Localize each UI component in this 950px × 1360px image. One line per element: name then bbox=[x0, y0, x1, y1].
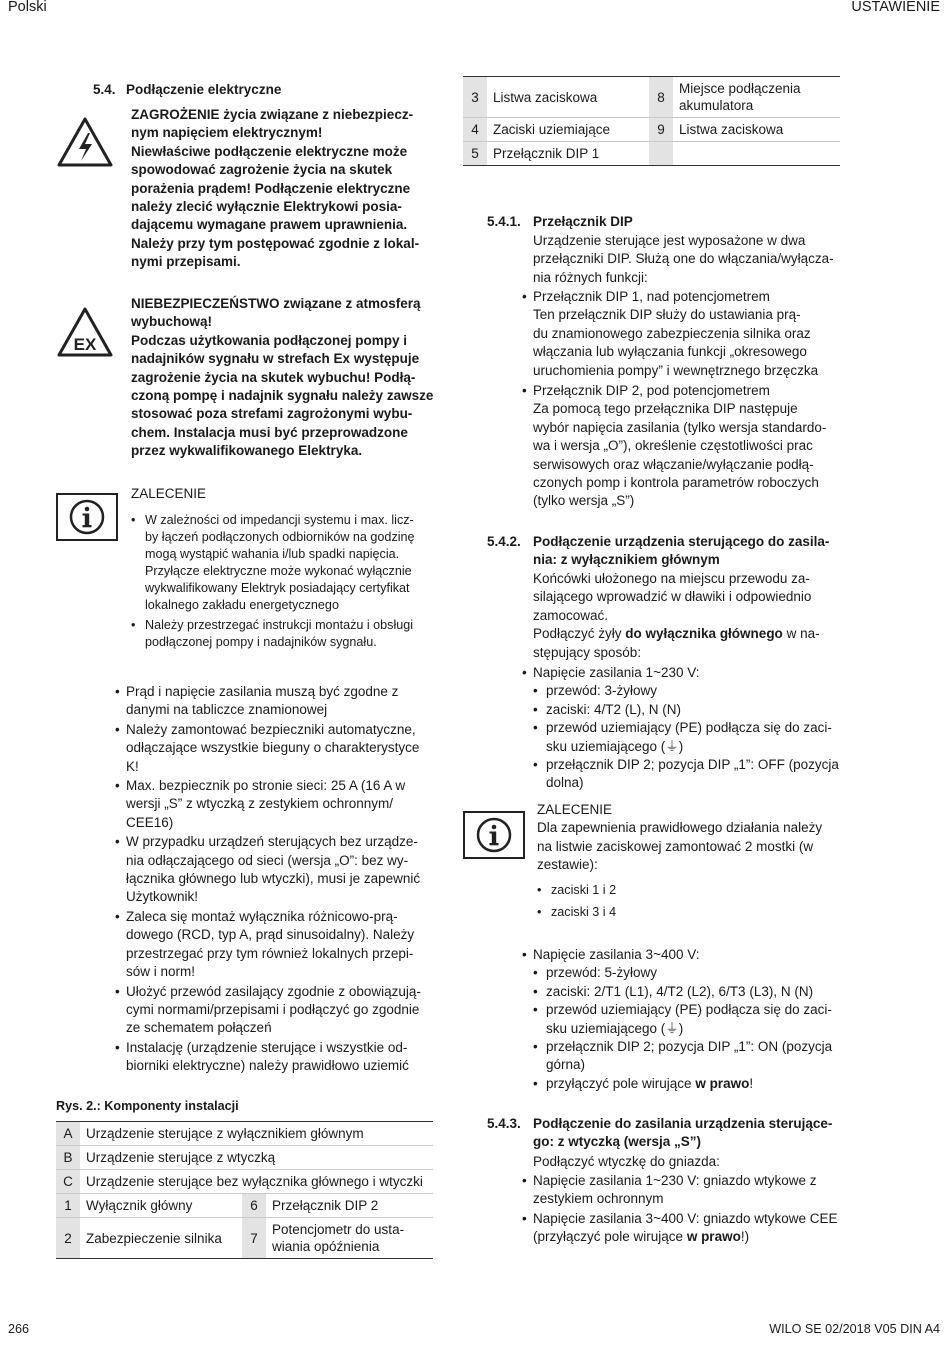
list-item: • Instalację (urządzenie sterujące i wszystkie od- biorniki elektryczne) należy prawidłowo uziemić bbox=[115, 1039, 440, 1076]
table-row: 3 Listwa zaciskowa 8 Miejsce podłączenia akumulatora bbox=[463, 77, 840, 118]
list-item: • Napięcie zasilania 3~400 V: • przewód: 5-żyłowy • zaciski: 2/T1 (L1), 4/T2 (L2), 6/T3 (L3), N (N) • przewód uziemiający (PE) podłącza się do zaci- sku uziemiającego (⏚) • przełącznik DIP 2; pozycja DIP „1”: ON (pozycja górna) • przyłączyć pole wirujące w prawo! bbox=[522, 946, 847, 1093]
header-section: USTAWIENIE bbox=[851, 0, 940, 15]
footer-page-number: 266 bbox=[8, 1322, 30, 1336]
list-item: • Ułożyć przewód zasilający zgodnie z obowiązują- cymi normami/przepisami i podłączyć go zgodnie ze schematem połączeń bbox=[115, 983, 440, 1038]
list-item: • przewód uziemiający (PE) podłącza się do zaci- sku uziemiającego (⏚) bbox=[533, 719, 842, 756]
list-item: • przełącznik DIP 2; pozycja DIP „1”: OFF (pozycja dolna) bbox=[533, 756, 842, 793]
list-item: • Napięcie zasilania 3~400 V: gniazdo wtykowe CEE (przyłączyć pole wirujące w prawo!) bbox=[522, 1210, 847, 1247]
section-541-intro: Urządzenie sterujące jest wyposażone w dwa przełączniki DIP. Służą one do włączania/wyłącza- nia różnych funkcji: bbox=[533, 233, 834, 285]
header-language: Polski bbox=[8, 0, 47, 15]
supply-3phase-list bbox=[522, 946, 847, 1094]
info-icon bbox=[463, 811, 525, 859]
section-541-number: 5.4.1. bbox=[487, 214, 521, 229]
footer-doc-ref: WILO SE 02/2018 V05 DIN A4 bbox=[769, 1322, 940, 1336]
list-item: • Przełącznik DIP 2, pod potencjometrem Za pomocą tego przełącznika DIP następuje wybór napięcia zasilania (tylko wersja standardo- wa i wersja „O”), określenie częstotliwości prac serwisowych oraz włączanie/wyłączanie podłą- czonych pomp i kontrola parametrów roboczych (tylko wersja „S”) bbox=[522, 382, 842, 511]
table-row: 1 Wyłącznik główny 6 Przełącznik DIP 2 bbox=[56, 1194, 433, 1218]
section-541-title: Przełącznik DIP bbox=[533, 214, 633, 229]
section-542-title: Podłączenie urządzenia sterującego do zasila- nia: z wyłącznikiem głównym bbox=[533, 534, 830, 568]
table-row: C Urządzenie sterujące bez wyłącznika głównego i wtyczki bbox=[56, 1170, 433, 1194]
list-item: • Należy przestrzegać instrukcji montażu i obsługi podłączonej pompy i nadajników sygnału. bbox=[131, 617, 431, 651]
danger-electric-text: ZAGROŻENIE życia związane z niebezpiecz- nym napięciem elektrycznym! Niewłaściwe podłączenie elektryczne może spowodować zagrożenie życia na skutek porażenia prądem! Podłączenie elektryczne należy zlecić wyłącznie Elektrykowi posia- dającemu wymagane prawem uprawnienia. Należy przy tym postępować zgodnie z lokal- nymi przepisami. bbox=[131, 107, 420, 270]
list-item: • Zaleca się montaż wyłącznika różnicowo-prą- dowego (RCD, typ A, prąd sinusoidalny). Należy przestrzegać przy tym również lokalnych przepi- sów i norm! bbox=[115, 908, 440, 982]
section-543-title: Podłączenie do zasilania urządzenia sterujące- go: z wtyczką (wersja „S”) bbox=[533, 1116, 833, 1150]
table-row: 2 Zabezpieczenie silnika 7 Potencjometr do usta-wiania opóźnienia bbox=[56, 1218, 433, 1259]
dip-switch-list bbox=[522, 288, 842, 512]
list-item: • przewód uziemiający (PE) podłącza się do zaci- sku uziemiającego (⏚) bbox=[533, 1001, 847, 1038]
list-item: • przełącznik DIP 2; pozycja DIP „1”: ON (pozycja górna) bbox=[533, 1038, 847, 1075]
list-item: • przewód: 5-żyłowy bbox=[533, 964, 847, 982]
section-54-number: 5.4. bbox=[93, 82, 116, 97]
list-item: • zaciski 3 i 4 bbox=[537, 904, 837, 921]
list-item: • przewód: 3-żyłowy bbox=[533, 682, 842, 700]
section-543-number: 5.4.3. bbox=[487, 1116, 521, 1131]
list-item: • Napięcie zasilania 1~230 V: gniazdo wtykowe z zestykiem ochronnym bbox=[522, 1172, 847, 1209]
table-row: 5 Przełącznik DIP 1 bbox=[463, 142, 840, 166]
list-item: • przyłączyć pole wirujące w prawo! bbox=[533, 1075, 847, 1093]
plug-list bbox=[522, 1172, 847, 1248]
figure-caption: Rys. 2.: Komponenty instalacji bbox=[56, 1099, 239, 1113]
danger-explosion-text: NIEBEZPIECZEŃSTWO związane z atmosferą wybuchową! Podczas użytkowania podłączonej pompy i nadajników sygnału w strefach Ex występuje zagrożenie życia na skutek wybuchu! Podłą- czoną pompę i nadajnik sygnału należy zawsze stosować poza strefami zagrożonymi wybu- chem. Instalacja musi być przeprowadzone przez wykwalifikowanego Elektryka. bbox=[131, 296, 434, 459]
notice-right: ZALECENIE Dla zapewnienia prawidłowego działania należy na listwie zaciskowej zamontować 2 mostki (w zestawie): bbox=[537, 802, 823, 873]
list-item: • zaciski 1 i 2 bbox=[537, 882, 837, 899]
explosion-hazard-icon bbox=[56, 306, 114, 358]
supply-1phase-sublist bbox=[533, 682, 842, 792]
bridges-list bbox=[537, 882, 837, 924]
svg-text:EX: EX bbox=[73, 335, 97, 354]
list-item: • Max. bezpiecznik po stronie sieci: 25 A (16 A w wersji „S” z wtyczką z zestykiem ochronnym/ CEE16) bbox=[115, 777, 440, 832]
notice-title: ZALECENIE bbox=[131, 486, 207, 501]
supply-3phase-sublist bbox=[533, 964, 847, 1093]
list-item: • zaciski: 4/T2 (L), N (N) bbox=[533, 701, 842, 719]
requirements-list bbox=[115, 683, 440, 1077]
components-table-left bbox=[56, 1121, 433, 1259]
supply-1phase-list bbox=[522, 664, 842, 794]
table-row: B Urządzenie sterujące z wtyczką bbox=[56, 1146, 433, 1170]
list-item: • zaciski: 2/T1 (L1), 4/T2 (L2), 6/T3 (L3), N (N) bbox=[533, 983, 847, 1001]
table-row: A Urządzenie sterujące z wyłącznikiem głównym bbox=[56, 1122, 433, 1146]
section-543-intro: Podłączyć wtyczkę do gniazda: bbox=[533, 1154, 720, 1169]
section-542-number: 5.4.2. bbox=[487, 534, 521, 549]
components-table-right bbox=[463, 76, 840, 166]
list-item: • W zależności od impedancji systemu i max. licz- by łączeń podłączonych odbiorników na godzinę mogą wystąpić wahania i/lub spadki napięcia. Przyłącze elektryczne może wykonać wyłącznie wykwalifikowany Elektryk posiadający certyfikat lokalnego zakładu energetycznego bbox=[131, 512, 431, 614]
section-542-intro: Końcówki ułożonego na miejscu przewodu za- silającego wprowadzić w dławiki i odpowiednio zamocować. Podłączyć żyły do wyłącznika głównego w na- stępujący sposób: bbox=[533, 571, 820, 660]
info-icon bbox=[56, 493, 118, 541]
notice-list bbox=[131, 512, 431, 654]
table-row: 4 Zaciski uziemiające 9 Listwa zaciskowa bbox=[463, 118, 840, 142]
list-item: • Prąd i napięcie zasilania muszą być zgodne z danymi na tabliczce znamionowej bbox=[115, 683, 440, 720]
list-item: • Należy zamontować bezpieczniki automatyczne, odłączające wszystkie bieguny o charakterystyce K! bbox=[115, 721, 440, 776]
list-item: • Przełącznik DIP 1, nad potencjometrem Ten przełącznik DIP służy do ustawiania prą- du znamionowego zabezpieczenia silnika oraz włączania lub wyłączania funkcji „okresowego uruchomienia pompy” i wewnętrznego brzęczka bbox=[522, 288, 842, 380]
section-54-title: Podłączenie elektryczne bbox=[126, 82, 282, 97]
list-item: • W przypadku urządzeń sterujących bez urządze- nia odłączającego od sieci (wersja „O”: bez wy- łącznika głównego lub wtyczki), musi je zapewnić Użytkownik! bbox=[115, 833, 440, 907]
electric-hazard-icon bbox=[56, 116, 114, 168]
list-item: • Napięcie zasilania 1~230 V: • przewód: 3-żyłowy • zaciski: 4/T2 (L), N (N) • przewód uziemiający (PE) podłącza się do zaci- sku uziemiającego (⏚) • przełącznik DIP 2; pozycja DIP „1”: OFF (pozycja dolna) bbox=[522, 664, 842, 793]
